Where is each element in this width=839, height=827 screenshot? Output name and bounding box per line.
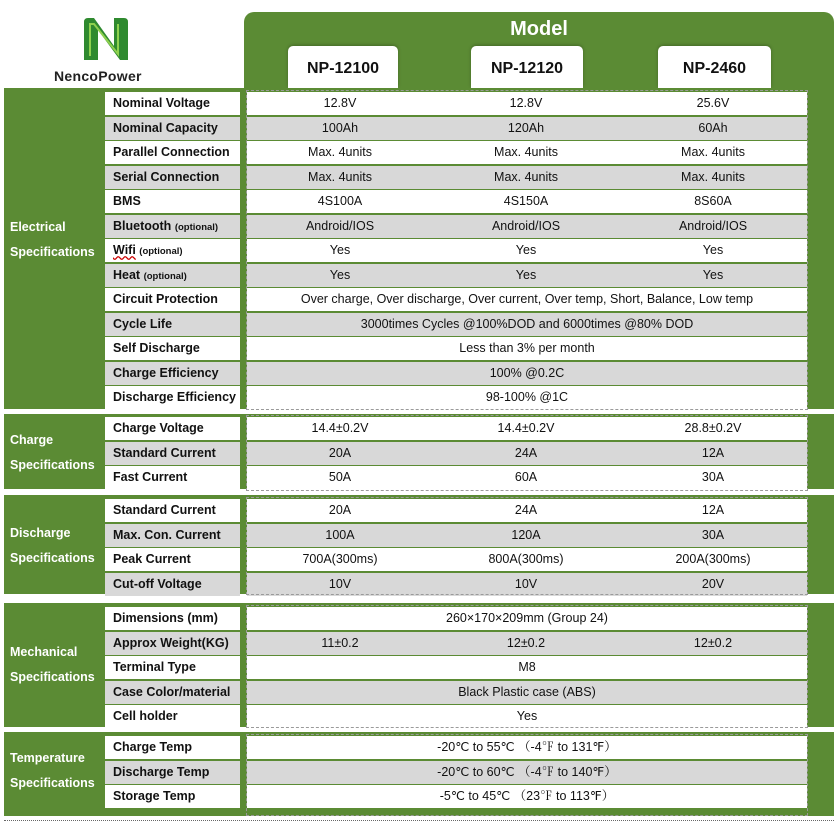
value-cell: 14.4±0.2V [247, 417, 433, 440]
value-cell: 100Ah [247, 117, 433, 140]
value-cell-span: -20℃ to 60℃ （-4℉ to 140℉） [247, 761, 807, 784]
value-cell: 12A [619, 499, 807, 522]
table-row [105, 736, 807, 759]
row-label: Self Discharge [105, 337, 240, 360]
value-cell: 12.8V [433, 92, 619, 115]
value-cell: 12±0.2 [433, 632, 619, 655]
value-cell-span: Over charge, Over discharge, Over current, Over temp, Short, Balance, Low temp [247, 288, 807, 311]
value-cell: Max. 4units [247, 141, 433, 164]
table-row [105, 573, 807, 596]
row-label: Cycle Life [105, 313, 240, 336]
table-row [105, 92, 807, 115]
row-label: BMS [105, 190, 240, 213]
table-row [105, 288, 807, 311]
value-cell: Yes [619, 264, 807, 287]
table-row [105, 215, 807, 238]
row-label: Max. Con. Current [105, 524, 240, 547]
row-label: Peak Current [105, 548, 240, 571]
value-cell: 14.4±0.2V [433, 417, 619, 440]
section-label-electrical: Electrical Specifications [10, 220, 95, 259]
N-logo-icon [80, 16, 132, 62]
logo [4, 12, 239, 86]
row-label: Standard Current [105, 442, 240, 465]
table-row [105, 548, 807, 571]
value-cell: Yes [433, 264, 619, 287]
value-cell: Yes [433, 239, 619, 262]
table-row [105, 362, 807, 385]
row-label: Terminal Type [105, 656, 240, 679]
value-cell: 25.6V [619, 92, 807, 115]
table-row [105, 656, 807, 679]
value-cell: Android/IOS [433, 215, 619, 238]
table-row [105, 386, 807, 409]
row-label: Parallel Connection [105, 141, 240, 164]
value-cell: 24A [433, 442, 619, 465]
value-cell: Android/IOS [619, 215, 807, 238]
row-label: Charge Voltage [105, 417, 240, 440]
section-label-mechanical: Mechanical Specifications [10, 645, 95, 684]
optional-note: (optional) [143, 270, 187, 282]
value-cell: 12±0.2 [619, 632, 807, 655]
row-label: Charge Efficiency [105, 362, 240, 385]
table-row [105, 705, 807, 728]
table-row [105, 190, 807, 213]
value-cell: 24A [433, 499, 619, 522]
table-row [105, 761, 807, 784]
table-row [105, 607, 807, 630]
optional-note: (optional) [174, 221, 219, 233]
value-cell: Max. 4units [247, 166, 433, 189]
table-row [105, 681, 807, 704]
value-cell: 4S150A [433, 190, 619, 213]
section-label-temperature: Temperature Specifications [10, 751, 95, 790]
table-row [105, 141, 807, 164]
table-row [105, 264, 807, 287]
table-row [105, 632, 807, 655]
table-row [105, 337, 807, 360]
table-row [105, 313, 807, 336]
table-row [105, 239, 807, 262]
value-cell: 10V [247, 573, 433, 596]
value-cell: 200A(300ms) [619, 548, 807, 571]
table-row [105, 166, 807, 189]
value-cell-span: Yes [247, 705, 807, 728]
value-cell: Yes [247, 239, 433, 262]
model-tab-np-2460: NP-2460 [658, 46, 771, 88]
model-title: Model [510, 18, 568, 40]
row-label: Cell holder [105, 705, 240, 728]
value-cell-span: -5℃ to 45℃ （23℉ to 113℉） [247, 785, 807, 808]
row-label: Bluetooth (optional) [105, 215, 240, 238]
value-cell: 20V [619, 573, 807, 596]
value-cell: Max. 4units [433, 166, 619, 189]
table-row [105, 117, 807, 140]
table-row [105, 785, 807, 808]
row-label: Wifi (optional) [105, 239, 240, 262]
value-cell: Android/IOS [247, 215, 433, 238]
model-tab-np-12100: NP-12100 [288, 46, 398, 88]
value-cell: Max. 4units [433, 141, 619, 164]
value-cell: 30A [619, 466, 807, 489]
value-cell: Max. 4units [619, 141, 807, 164]
value-cell: 800A(300ms) [433, 548, 619, 571]
value-cell: 700A(300ms) [247, 548, 433, 571]
value-cell: 8S60A [619, 190, 807, 213]
value-cell: 60A [433, 466, 619, 489]
value-cell: 30A [619, 524, 807, 547]
value-cell: 20A [247, 499, 433, 522]
value-cell-span: 98-100% @1C [247, 386, 807, 409]
row-label: Charge Temp [105, 736, 240, 759]
bottom-divider [4, 820, 834, 821]
row-label: Nominal Voltage [105, 92, 240, 115]
value-cell-span: 260×170×209mm (Group 24) [247, 607, 807, 630]
table-row [105, 524, 807, 547]
row-label: Nominal Capacity [105, 117, 240, 140]
row-label: Case Color/material [105, 681, 240, 704]
table-row [105, 466, 807, 489]
value-cell-span: Black Plastic case (ABS) [247, 681, 807, 704]
model-tab-np-12120: NP-12120 [471, 46, 583, 88]
value-cell-span: 100% @0.2C [247, 362, 807, 385]
value-cell: 60Ah [619, 117, 807, 140]
optional-note: (optional) [139, 246, 183, 257]
value-cell-span: Less than 3% per month [247, 337, 807, 360]
table-row [105, 417, 807, 440]
value-cell: 12A [619, 442, 807, 465]
row-label: Dimensions (mm) [105, 607, 240, 630]
row-label: Circuit Protection [105, 288, 240, 311]
value-cell: 50A [247, 466, 433, 489]
row-label: Serial Connection [105, 166, 240, 189]
value-cell: 120Ah [433, 117, 619, 140]
logo-text: NencoPower [54, 68, 142, 84]
row-label: Cut-off Voltage [105, 573, 240, 596]
value-cell: Max. 4units [619, 166, 807, 189]
value-cell: 4S100A [247, 190, 433, 213]
section-label-charge: Charge Specifications [10, 433, 95, 472]
value-cell: 11±0.2 [247, 632, 433, 655]
value-cell: 12.8V [247, 92, 433, 115]
row-label: Heat (optional) [105, 264, 240, 287]
value-cell-span: -20℃ to 55℃ （-4℉ to 131℉） [247, 736, 807, 759]
row-label: Discharge Temp [105, 761, 240, 784]
table-row [105, 442, 807, 465]
row-label: Approx Weight(KG) [105, 632, 240, 655]
row-label: Storage Temp [105, 785, 240, 808]
row-label: Standard Current [105, 499, 240, 522]
value-cell: 20A [247, 442, 433, 465]
value-cell: Yes [619, 239, 807, 262]
value-cell: 120A [433, 524, 619, 547]
value-cell: 100A [247, 524, 433, 547]
value-cell-span: 3000times Cycles @100%DOD and 6000times @80% DOD [247, 313, 807, 336]
value-cell: 28.8±0.2V [619, 417, 807, 440]
value-cell: 10V [433, 573, 619, 596]
row-label: Discharge Efficiency [105, 386, 240, 409]
value-cell: Yes [247, 264, 433, 287]
value-cell-span: M8 [247, 656, 807, 679]
section-label-discharge: Discharge Specifications [10, 526, 95, 565]
table-row [105, 499, 807, 522]
row-label: Fast Current [105, 466, 240, 489]
